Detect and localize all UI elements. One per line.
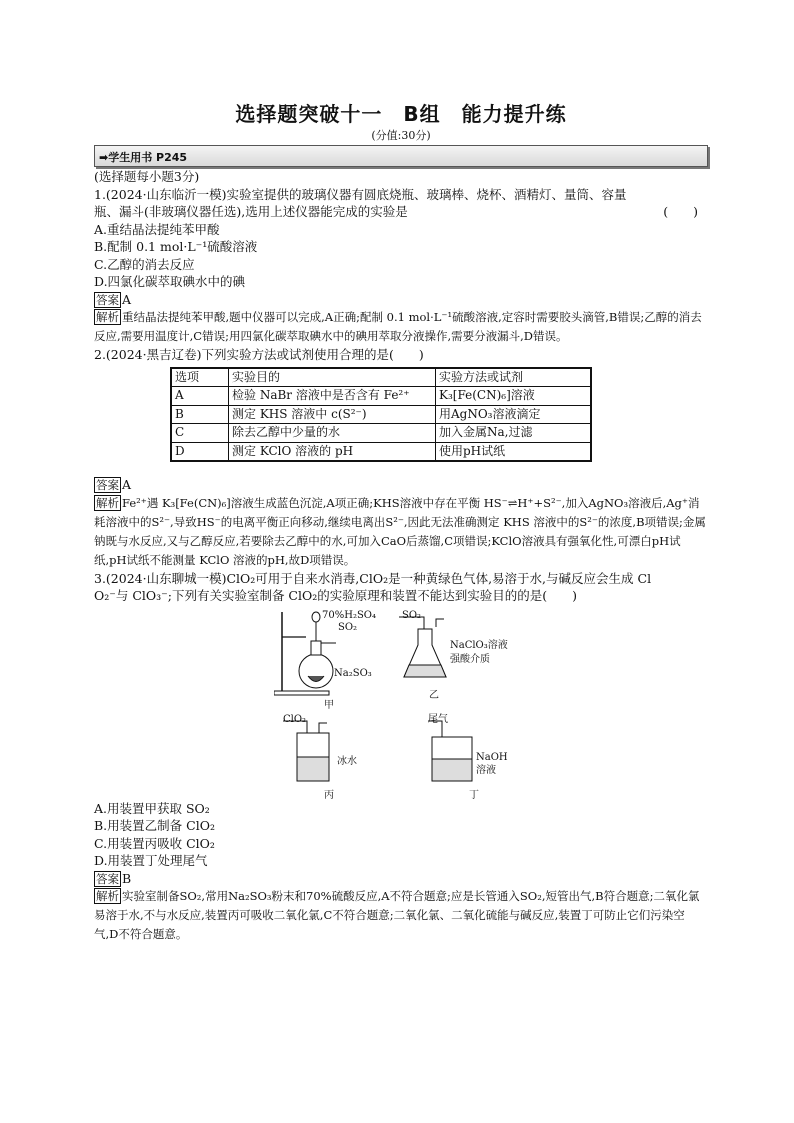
- answer-tag: 答案: [96, 871, 119, 886]
- q1-option-d: D.四氯化碳萃取碘水中的碘: [94, 274, 246, 289]
- bing-gas-label: ClO₂: [283, 713, 307, 725]
- q1-paren: ( ): [663, 204, 698, 219]
- question-1: [94, 186, 706, 347]
- score-note: (分值:30分): [371, 129, 431, 142]
- content: [94, 168, 706, 944]
- q1-option-a: A.重结晶法提纯苯甲酸: [94, 221, 220, 237]
- section-banner: [94, 145, 708, 167]
- table-row: B 测定 KHS 溶液中 c(S²⁻) 用AgNO₃溶液滴定: [171, 405, 591, 424]
- ding-solution-label-2: 溶液: [476, 764, 496, 776]
- analysis-tag: 解析: [96, 495, 119, 510]
- q3-option-d: D.用装置丁处理尾气: [94, 853, 208, 868]
- q3-stem-line2: O₂⁻与 ClO₃⁻;下列有关实验室制备 ClO₂的实验原理和装置不能达到实验目的的是( ): [94, 588, 578, 603]
- q1-analysis: 解析 重结晶法提纯苯甲酸,题中仪器可以完成,A正确;配制 0.1 mol·L⁻¹硫酸溶液,定容时需要胶头滴管,B错误;乙醇的消去反应,需要用温度计,C错误;用四氯化碳萃取碘水中的碘用萃取分液操作,需要分液漏斗,D错误。: [94, 310, 702, 343]
- table-row: A 检验 NaBr 溶液中是否含有 Fe²⁺ K₃[Fe(CN)₆]溶液: [171, 387, 591, 406]
- q3-analysis: 解析 实验室制备SO₂,常用Na₂SO₃粉末和70%硫酸反应,A不符合题意;应是长管通入SO₂,短管出气,B符合题意;二氧化氯易溶于水,不与水反应,装置丙可吸收二氧化氯,C不符合题意;二氧化氯、二氧化硫能与碱反应,装置丁可防止它们污染空气,D不符合题意。: [94, 889, 700, 941]
- bing-bath-label: 冰水: [337, 755, 357, 767]
- q2-options-table: [170, 367, 592, 463]
- q3-stem-line1: 3.(2024·山东聊城一模)ClO₂可用于自来水消毒,ClO₂是一种黄绿色气体,易溶于水,与碱反应会生成 Cl: [94, 570, 652, 586]
- apparatus-figures: [94, 605, 706, 800]
- q1-answer: 答案 A: [96, 291, 132, 307]
- q1-stem-line2: 瓶、漏斗(非玻璃仪器任选),选用上述仪器能完成的实验是: [94, 204, 408, 219]
- question-2: [94, 346, 706, 570]
- table-header-row: 选项 实验目的 实验方法或试剂: [171, 368, 591, 387]
- q3-answer: 答案 B: [96, 870, 132, 886]
- yi-gas-label: SO₂: [402, 609, 422, 621]
- intro-note: (选择题每小题3分): [94, 169, 200, 184]
- table-row: C 除去乙醇中少量的水 加入金属Na,过滤: [171, 424, 591, 443]
- analysis-tag: 解析: [96, 310, 119, 324]
- bing-label: 丙: [324, 789, 334, 801]
- q2-analysis: 解析 Fe²⁺遇 K₃[Fe(CN)₆]溶液生成蓝色沉淀,A项正确;KHS溶液中存在平衡 HS⁻⇌H⁺+S²⁻,加入AgNO₃溶液后,Ag⁺消耗溶液中的S²⁻,导致HS⁻的电离平衡正向移动,继续电离出S²⁻,因此无法准确测定 KHS 溶液中的S²⁻的浓度,B项错误;金属钠既与水反应,又与乙醇反应,若要除去乙醇中的水,可加入CaO后蒸馏,C项错误;KClO溶液具有强氧化性,可漂白pH试纸,pH试纸不能测量 KClO 溶液的pH,故D项错误。: [94, 495, 706, 567]
- ding-label: 丁: [469, 789, 479, 801]
- q3-option-b: B.用装置乙制备 ClO₂: [94, 818, 215, 833]
- jia-acid-label: 70%H₂SO₄: [322, 609, 377, 621]
- banner-label: ➡学生用书 P245: [99, 151, 188, 164]
- apparatus-bing: [279, 711, 379, 805]
- q2-answer: 答案 A: [96, 477, 132, 492]
- apparatus-yi: [394, 607, 514, 705]
- q2-stem: 2.(2024·黑吉辽卷)下列实验方法或试剂使用合理的是( ): [94, 347, 424, 362]
- yi-solution-label: NaClO₃溶液: [450, 639, 508, 651]
- q1-option-c: C.乙醇的消去反应: [94, 256, 195, 272]
- ding-gas-label: 尾气: [428, 713, 448, 725]
- yi-label: 乙: [429, 689, 439, 701]
- q3-option-a: A.用装置甲获取 SO₂: [94, 800, 210, 816]
- q1-stem-line1: 1.(2024·山东临沂一模)实验室提供的玻璃仪器有圆底烧瓶、玻璃棒、烧杯、酒精灯、量筒、容量: [94, 186, 627, 202]
- analysis-tag: 解析: [96, 889, 119, 903]
- answer-tag: 答案: [96, 292, 119, 307]
- question-3: [94, 570, 706, 945]
- table-row: D 测定 KClO 溶液的 pH 使用pH试纸: [171, 442, 591, 461]
- yi-medium-label: 强酸介质: [450, 653, 490, 665]
- ding-solution-label-1: NaOH: [476, 751, 508, 763]
- apparatus-ding: [424, 711, 524, 805]
- q3-option-c: C.用装置丙吸收 ClO₂: [94, 835, 215, 851]
- jia-solid-label: Na₂SO₃: [334, 667, 372, 679]
- q1-option-b: B.配制 0.1 mol·L⁻¹硫酸溶液: [94, 239, 258, 254]
- jia-gas-label: SO₂: [338, 621, 358, 633]
- jia-label: 甲: [324, 699, 334, 711]
- answer-tag: 答案: [96, 478, 119, 492]
- page-title: 选择题突破十一 B组 能力提升练: [235, 102, 567, 126]
